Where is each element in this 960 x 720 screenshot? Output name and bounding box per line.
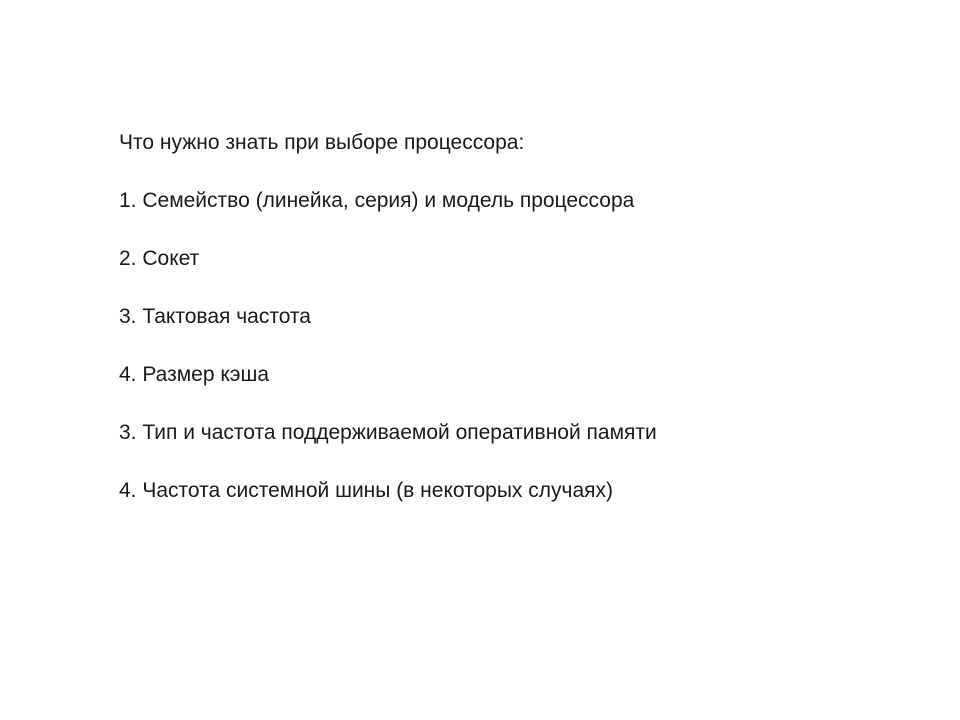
list-item: 1. Семейство (линейка, серия) и модель процессора [119, 189, 635, 212]
list-item: 4. Размер кэша [119, 363, 270, 386]
list-item: 3. Тактовая частота [119, 305, 311, 328]
list-item: 2. Сокет [119, 247, 200, 270]
list-item: 4. Частота системной шины (в некоторых случаях) [119, 479, 614, 502]
slide-heading: Что нужно знать при выборе процессора: [119, 131, 525, 154]
slide-body [119, 126, 899, 532]
list-item: 3. Тип и частота поддерживаемой оперативной памяти [119, 421, 657, 444]
